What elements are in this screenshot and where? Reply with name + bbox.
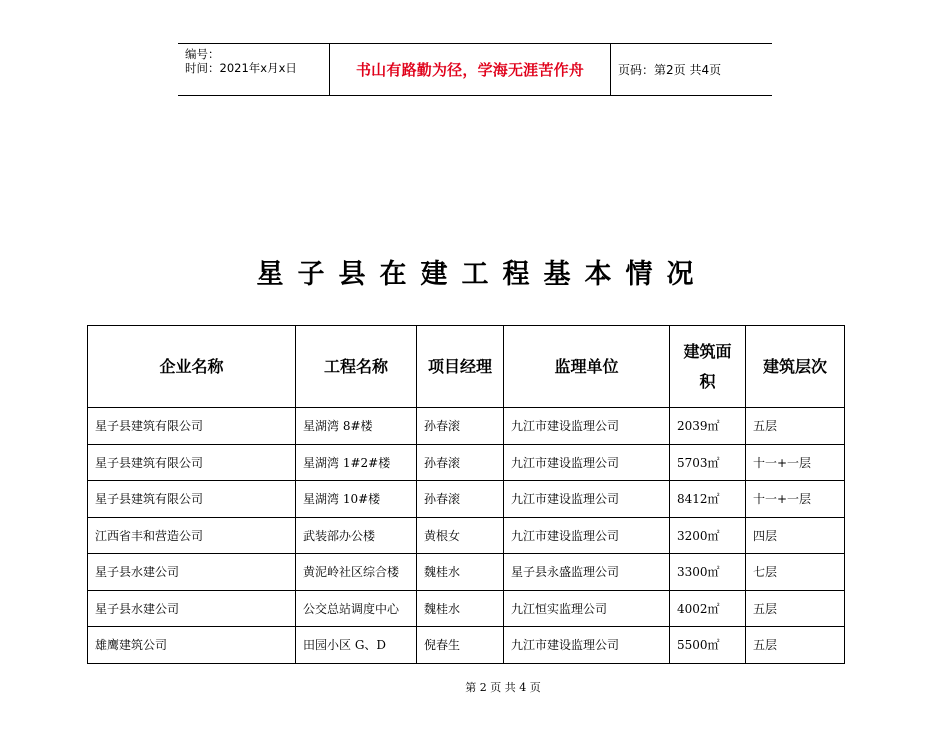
area-cell: 3200㎡ <box>670 517 746 554</box>
manager-cell: 孙春滚 <box>417 408 504 445</box>
company-cell: 雄鹰建筑公司 <box>88 627 296 664</box>
supervisor-cell: 星子县永盛监理公司 <box>504 554 670 591</box>
area-cell: 5703㎡ <box>670 444 746 481</box>
table-row <box>88 627 845 664</box>
document-header <box>178 43 772 96</box>
table-row <box>88 590 845 627</box>
table-row <box>88 517 845 554</box>
manager-cell: 孙春滚 <box>417 481 504 518</box>
project-cell: 星湖湾 8#楼 <box>296 408 417 445</box>
table-header-row <box>88 326 845 408</box>
company-cell: 星子县建筑有限公司 <box>88 408 296 445</box>
project-cell: 田园小区 G、D <box>296 627 417 664</box>
floors-cell: 七层 <box>746 554 845 591</box>
code-label: 编号： <box>185 47 220 61</box>
company-cell: 江西省丰和营造公司 <box>88 517 296 554</box>
manager-cell: 魏桂水 <box>417 554 504 591</box>
project-cell: 公交总站调度中心 <box>296 590 417 627</box>
column-header-project: 工程名称 <box>296 326 417 408</box>
company-cell: 星子县建筑有限公司 <box>88 481 296 518</box>
company-cell: 星子县建筑有限公司 <box>88 444 296 481</box>
supervisor-cell: 九江市建设监理公司 <box>504 481 670 518</box>
page-title: 星子县在建工程基本情况 <box>256 259 708 290</box>
floors-cell: 十一+一层 <box>746 481 845 518</box>
column-header-manager: 项目经理 <box>417 326 504 408</box>
header-meta <box>178 44 329 95</box>
supervisor-cell: 九江市建设监理公司 <box>504 444 670 481</box>
table-row <box>88 481 845 518</box>
manager-cell: 倪春生 <box>417 627 504 664</box>
manager-cell: 孙春滚 <box>417 444 504 481</box>
column-header-supervisor: 监理单位 <box>504 326 670 408</box>
floors-cell: 十一+一层 <box>746 444 845 481</box>
floors-cell: 五层 <box>746 590 845 627</box>
area-cell: 5500㎡ <box>670 627 746 664</box>
floors-cell: 四层 <box>746 517 845 554</box>
supervisor-cell: 九江市建设监理公司 <box>504 517 670 554</box>
column-header-area: 建筑面积 <box>670 326 746 408</box>
area-cell: 8412㎡ <box>670 481 746 518</box>
area-cell: 3300㎡ <box>670 554 746 591</box>
time-label: 时间：2021年x月x日 <box>185 61 297 75</box>
supervisor-cell: 九江恒实监理公司 <box>504 590 670 627</box>
manager-cell: 黄根女 <box>417 517 504 554</box>
floors-cell: 五层 <box>746 627 845 664</box>
projects-table <box>87 325 845 664</box>
supervisor-cell: 九江市建设监理公司 <box>504 408 670 445</box>
area-cell: 4002㎡ <box>670 590 746 627</box>
project-cell: 武装部办公楼 <box>296 517 417 554</box>
header-motto: 书山有路勤为径，学海无涯苦作舟 <box>329 44 611 95</box>
project-cell: 星湖湾 1#2#楼 <box>296 444 417 481</box>
manager-cell: 魏桂水 <box>417 590 504 627</box>
supervisor-cell: 九江市建设监理公司 <box>504 627 670 664</box>
table-row <box>88 408 845 445</box>
header-page-number: 页码：第2页 共4页 <box>618 63 722 77</box>
company-cell: 星子县水建公司 <box>88 554 296 591</box>
company-cell: 星子县水建公司 <box>88 590 296 627</box>
project-cell: 星湖湾 10#楼 <box>296 481 417 518</box>
floors-cell: 五层 <box>746 408 845 445</box>
page-footer: 第 2 页 共 4 页 <box>465 681 541 694</box>
table-row <box>88 444 845 481</box>
column-header-floors: 建筑层次 <box>746 326 845 408</box>
project-cell: 黄泥岭社区综合楼 <box>296 554 417 591</box>
table-row <box>88 554 845 591</box>
area-cell: 2039㎡ <box>670 408 746 445</box>
column-header-company: 企业名称 <box>88 326 296 408</box>
